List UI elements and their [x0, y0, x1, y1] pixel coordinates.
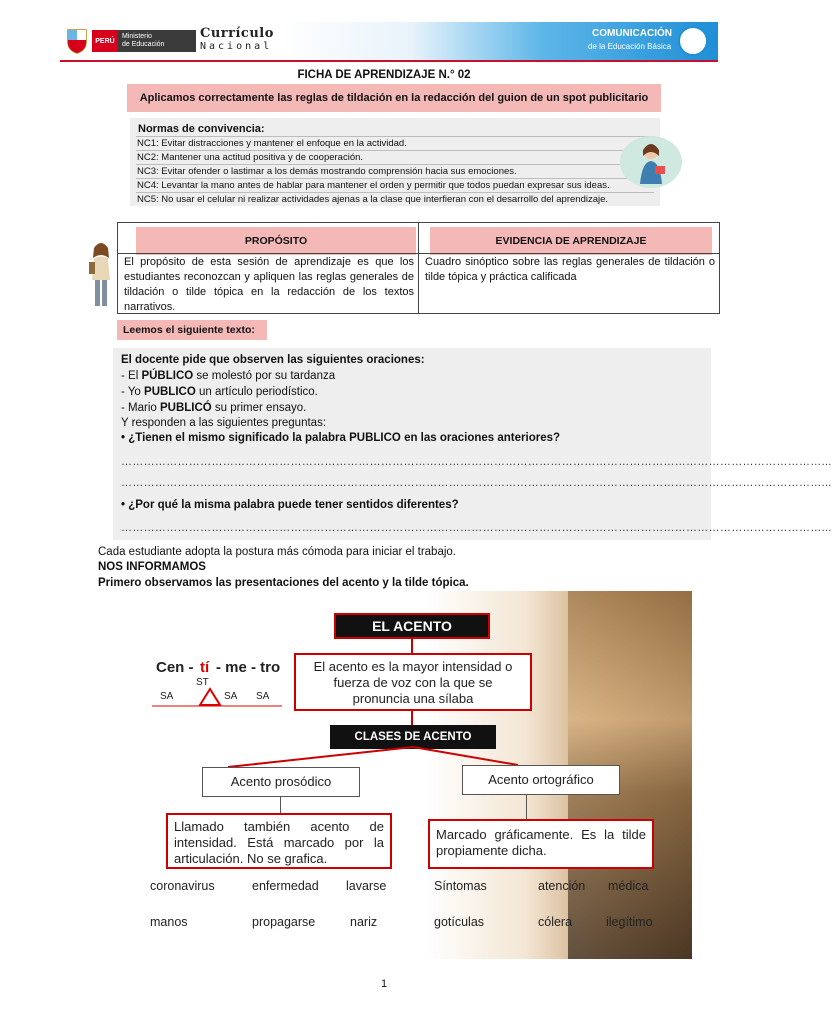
- example-word: Síntomas: [434, 879, 487, 893]
- peru-shield-icon: [66, 28, 88, 54]
- norma-item: NC1: Evitar distracciones y mantener el enfoque en la actividad.: [136, 136, 654, 150]
- proposito-text: El propósito de esta sesión de aprendizaje es que los estudiantes reconozcan y apliquen las reglas generales de tildación o tilde tópica en la redacción de los textos narrativos.: [124, 256, 414, 313]
- comunicacion-subtitle: de la Educación Básica: [588, 42, 672, 51]
- norma-item: NC3: Evitar ofender o lastimar a los demás mostrando comprensión hacia sus emociones.: [136, 164, 654, 178]
- page-title: FICHA DE APRENDIZAJE N.° 02: [297, 69, 471, 81]
- globe-icon: [678, 26, 708, 56]
- proposito-table: [117, 222, 720, 314]
- norma-item: NC2: Mantener una actitud positiva y de cooperación.: [136, 150, 654, 164]
- clases-acento-box: CLASES DE ACENTO: [330, 725, 496, 749]
- question-2: • ¿Por qué la misma palabra puede tener sentidos diferentes?: [121, 499, 459, 511]
- sa-label-3: SA: [256, 691, 270, 702]
- curriculo-subtitle: Nacional: [200, 41, 273, 52]
- el-acento-box: EL ACENTO: [334, 613, 490, 639]
- example-word: cólera: [538, 915, 573, 929]
- header-banner: [60, 22, 718, 60]
- connector-line: [526, 795, 527, 819]
- norma-item: NC5: No usar el celular ni realizar actividades ajenas a la clase que interfieran con el desarrollo del aprendizaje.: [136, 192, 654, 206]
- answer-line-2[interactable]: ……………………………………………………………………………………………………………………………………………………………………...: [121, 477, 832, 489]
- teacher-illustration: [620, 136, 682, 188]
- acento-ortografico-box: Acento ortográfico: [462, 765, 620, 795]
- curriculo-title: Currículo: [200, 26, 274, 41]
- syllable-ti: tí: [200, 659, 210, 676]
- question-1: • ¿Tienen el mismo significado la palabra PUBLICO en las oraciones anteriores?: [121, 432, 561, 444]
- normas-list: [136, 136, 654, 206]
- answer-line-3[interactable]: ……………………………………………………………………………………………………………………………………………………………………...: [121, 522, 832, 534]
- example-word: coronavirus: [150, 879, 215, 893]
- sentence-3-bold: PUBLICÓ: [159, 402, 212, 414]
- prosodico-definition: Llamado también acento de intensidad. Está marcado por la articulación. No se grafica.: [166, 813, 392, 869]
- stress-triangle-icon: [152, 685, 282, 709]
- header-left: [60, 22, 280, 60]
- section-heading: NOS INFORMAMOS: [98, 561, 206, 573]
- reading-panel: [113, 348, 832, 540]
- syllable-metro: - me - tro: [216, 659, 281, 676]
- table-hline: [118, 253, 719, 254]
- body-line-1: Cada estudiante adopta la postura más cómoda para iniciar el trabajo.: [98, 546, 456, 558]
- evidencia-text: Cuadro sinóptico sobre las reglas generales de tildación o tilde tópica y práctica calificada: [425, 256, 715, 283]
- example-word: propagarse: [252, 915, 316, 929]
- acento-infographic: [98, 591, 692, 959]
- page-subtitle: Aplicamos correctamente las reglas de tildación en la redacción del guion de un spot publicitario: [127, 84, 661, 112]
- example-word: nariz: [350, 915, 378, 929]
- proposito-header: PROPÓSITO: [136, 227, 416, 255]
- sentence-1-bold: PÚBLICO: [141, 370, 194, 382]
- reading-respond: Y responden a las siguientes preguntas:: [121, 417, 327, 429]
- example-word: enfermedad: [252, 879, 319, 893]
- sentence-2-bold: PUBLICO: [144, 386, 196, 398]
- page-number: 1: [380, 978, 388, 990]
- student-girl-icon: [86, 240, 116, 308]
- example-word: atención: [538, 879, 586, 893]
- ministerio-line1: Ministerio: [122, 33, 152, 40]
- sentence-2-post: un artículo periodístico.: [195, 386, 318, 398]
- ministerio-line2: de Educación: [122, 41, 165, 48]
- ortografico-definition: Marcado gráficamente. Es la tilde propiamente dicha.: [428, 819, 654, 869]
- answer-line-1[interactable]: ……………………………………………………………………………………………………………………………………………………………………...: [121, 456, 832, 468]
- body-line-3: Primero observamos las presentaciones del acento y la tilde tópica.: [98, 577, 469, 589]
- sentence-1-post: se molestó por su tardanza: [193, 370, 336, 382]
- connector-line: [411, 639, 413, 653]
- example-word: médica: [608, 879, 649, 893]
- comunicacion-title: COMUNICACIÓN: [592, 28, 672, 39]
- example-word: ilegítimo: [606, 915, 653, 929]
- acento-definition: El acento es la mayor intensidad o fuerza de voz con la que se pronuncia una sílaba: [294, 653, 532, 711]
- peru-label: PERÚ: [92, 30, 118, 52]
- header-divider: [60, 60, 718, 62]
- sentence-1-pre: - El: [121, 370, 142, 382]
- sentence-2-pre: - Yo: [121, 386, 145, 398]
- table-divider: [418, 223, 419, 313]
- connector-line: [280, 797, 281, 813]
- sa-label-2: SA: [224, 691, 238, 702]
- norma-item: NC4: Levantar la mano antes de hablar para mantener el orden y permitir que todos puedan expresar sus ideas.: [136, 178, 654, 192]
- st-label: ST: [196, 677, 209, 688]
- ministerio-label: [118, 30, 196, 52]
- reading-intro: El docente pide que observen las siguientes oraciones:: [121, 354, 425, 366]
- sentence-1: [121, 370, 335, 382]
- connector-line: [411, 711, 413, 725]
- example-word: lavarse: [346, 879, 387, 893]
- sentence-3: [121, 402, 306, 414]
- teacher-icon: [620, 136, 682, 188]
- example-word: manos: [150, 915, 188, 929]
- normas-panel: [130, 118, 660, 206]
- acento-prosodico-box: Acento prosódico: [202, 767, 360, 797]
- sentence-3-post: su primer ensayo.: [211, 402, 307, 414]
- evidencia-header: EVIDENCIA DE APRENDIZAJE: [430, 227, 712, 255]
- normas-title: Normas de convivencia:: [138, 123, 265, 135]
- leemos-label: Leemos el siguiente texto:: [117, 320, 267, 340]
- sentence-2: [121, 386, 318, 398]
- sentence-3-pre: - Mario: [121, 402, 160, 414]
- sa-label-1: SA: [160, 691, 174, 702]
- syllable-cen: Cen -: [156, 659, 194, 676]
- example-word: gotículas: [434, 915, 485, 929]
